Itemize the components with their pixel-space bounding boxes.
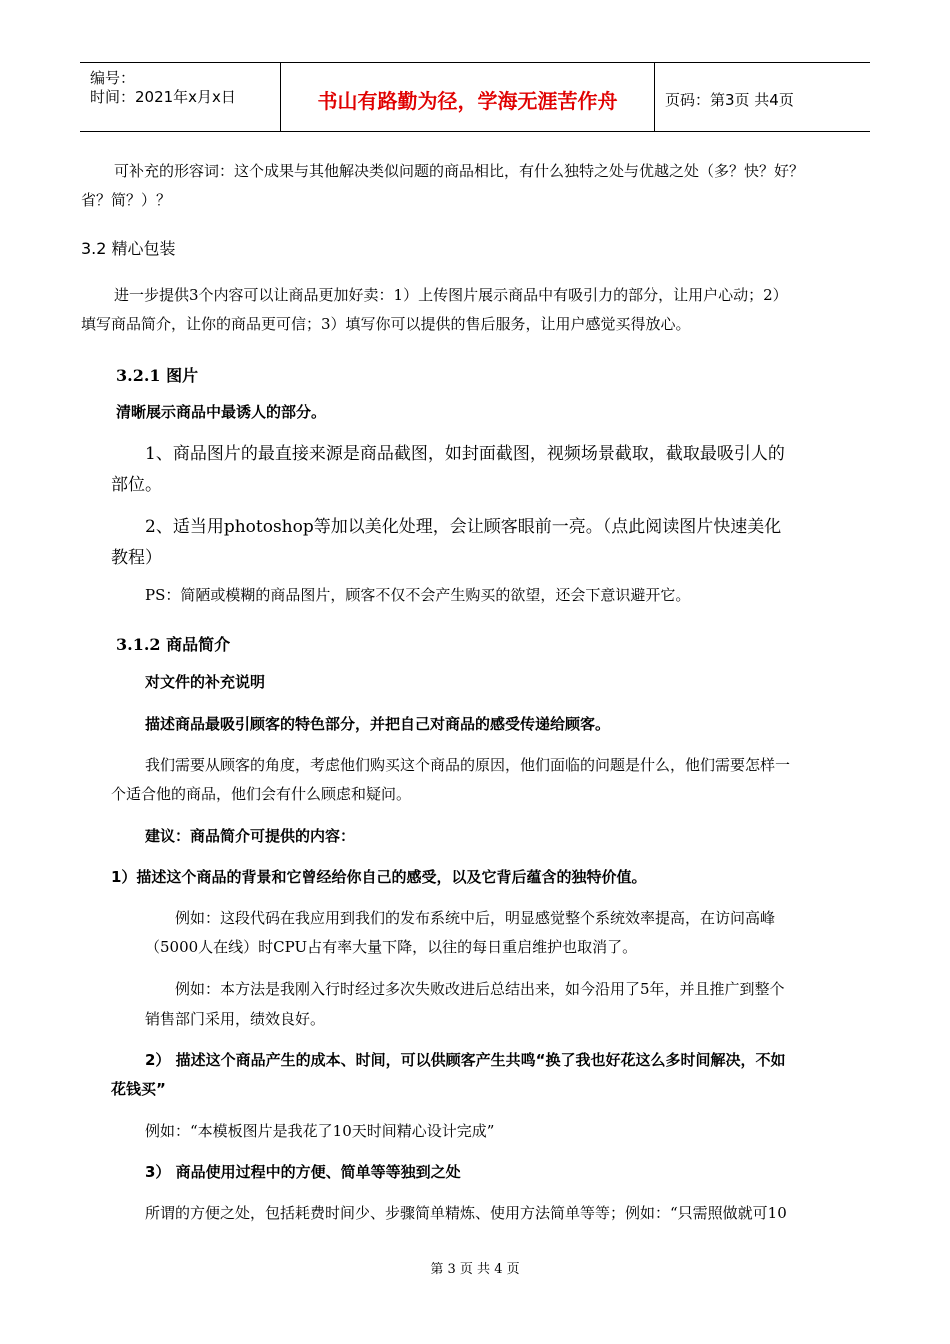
intro-paragraph-line2: 个适合他的商品，他们会有什么顾虑和疑问。 xyxy=(111,785,412,803)
intro-bold: 描述商品最吸引顾客的特色部分，并把自己对商品的感受传递给顾客。 xyxy=(145,715,611,733)
header-page-cell xyxy=(655,63,870,131)
example-1-line2: （5000人在线）时CPU占有率大量下降，以往的每日重启维护也取消了。 xyxy=(145,938,638,956)
intro-note: 对文件的补充说明 xyxy=(145,673,266,691)
example-1-line1: 例如：这段代码在我应用到我们的发布系统中后，明显感觉整个系统效率提高，在访问高峰 xyxy=(175,909,776,927)
header-motto-cell xyxy=(281,63,655,131)
suggestion-item-2-line1: 2） 描述这个商品产生的成本、时间，可以供顾客产生共鸣“换了我也好花这么多时间解决，不如 xyxy=(145,1051,786,1069)
suggestion-item-3: 3） 商品使用过程中的方便、简单等等独到之处 xyxy=(145,1163,461,1181)
picture-item1-line2: 部位。 xyxy=(111,475,162,495)
heading-3-1-2: 3.1.2 商品简介 xyxy=(116,635,231,654)
example-3: 例如：“本模板图片是我花了10天时间精心设计完成” xyxy=(145,1122,495,1140)
header-info-cell xyxy=(80,63,281,131)
example-2-line1: 例如：本方法是我刚入行时经过多次失败改进后总结出来，如今沿用了5年，并且推广到整个 xyxy=(175,980,785,998)
picture-ps-note: PS：简陋或模糊的商品图片，顾客不仅不会产生购买的欲望，还会下意识避开它。 xyxy=(145,586,691,604)
header-motto: 书山有路勤为径，学海无涯苦作舟 xyxy=(317,89,618,113)
page-footer: 第 3 页 共 4 页 xyxy=(430,1262,520,1277)
suggestion-item-1: 1）描述这个商品的背景和它曾经给你自己的感受，以及它背后蕴含的独特价值。 xyxy=(111,868,647,886)
picture-bold-note: 清晰展示商品中最诱人的部分。 xyxy=(116,403,327,421)
header-time: 时间：2021年x月x日 xyxy=(90,88,236,106)
paragraph-packaging-line2: 填写商品简介，让你的商品更可信；3）填写你可以提供的售后服务，让用户感觉买得放心。 xyxy=(81,315,691,333)
intro-paragraph-line1: 我们需要从顾客的角度，考虑他们购买这个商品的原因，他们面临的问题是什么，他们需要怎样一 xyxy=(145,756,791,774)
picture-item2-line2: 教程） xyxy=(111,548,162,568)
page-header xyxy=(80,62,870,132)
example-2-line2: 销售部门采用，绩效良好。 xyxy=(145,1010,326,1028)
paragraph-adjectives-line1: 可补充的形容词：这个成果与其他解决类似问题的商品相比，有什么独特之处与优越之处（多？快？好？ xyxy=(114,162,805,180)
suggestion-item-2-line2: 花钱买” xyxy=(111,1080,166,1098)
header-number: 编号： xyxy=(90,69,136,87)
picture-item2-line1: 2、适当用photoshop等加以美化处理，会让顾客眼前一亮。（点此阅读图片快速美化 xyxy=(145,517,782,537)
heading-3-2: 3.2 精心包装 xyxy=(81,239,176,258)
heading-3-2-1: 3.2.1 图片 xyxy=(116,366,199,385)
header-page-number: 页码：第3页 共4页 xyxy=(665,91,794,109)
paragraph-packaging-line1: 进一步提供3个内容可以让商品更加好卖：1）上传图片展示商品中有吸引力的部分，让用户心动；2） xyxy=(114,286,788,304)
suggestion-item-3-paragraph: 所谓的方便之处，包括耗费时间少、步骤简单精炼、使用方法简单等等；例如：“只需照做就可10 xyxy=(145,1204,787,1222)
paragraph-adjectives-line2: 省？简？）？ xyxy=(81,191,172,209)
suggestion-heading: 建议：商品简介可提供的内容： xyxy=(145,827,356,845)
picture-item1-line1: 1、商品图片的最直接来源是商品截图，如封面截图，视频场景截取，截取最吸引人的 xyxy=(145,444,785,464)
